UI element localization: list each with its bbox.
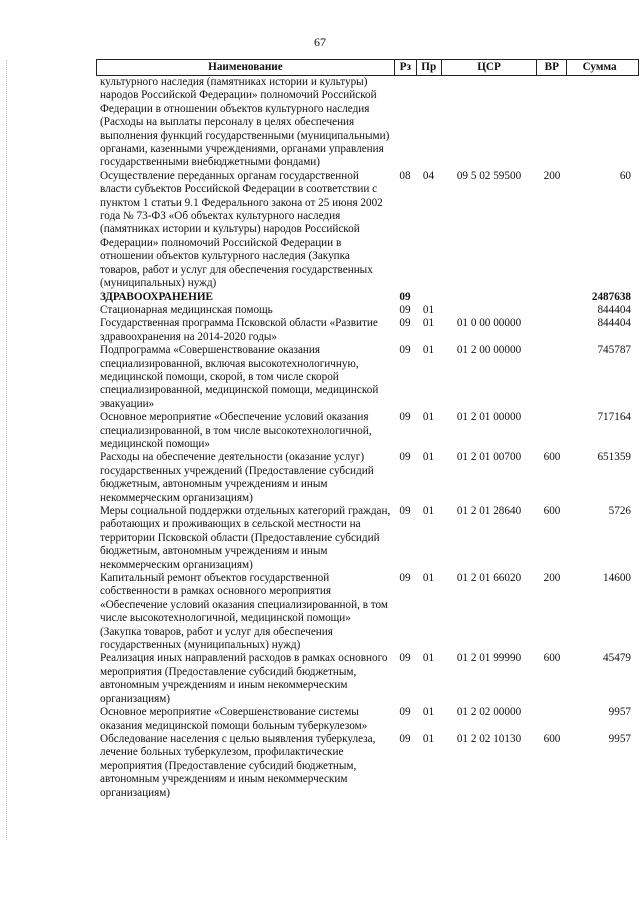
cell-sum: 9957 xyxy=(608,706,631,719)
cell-pr: 01 xyxy=(422,706,435,719)
cell-csr: 01 2 00 00000 xyxy=(456,344,522,357)
cell-rz: 08 xyxy=(399,169,411,182)
cell-name: Расходы на обеспечение деятельности (оказание услуг) государственных учреждений (Предоставление субсидий бюджетным, автономным учреждениям и иным некоммерческим организациям) xyxy=(100,451,374,504)
table-row xyxy=(96,317,639,344)
page-edge-dots xyxy=(6,60,9,840)
cell-rz: 09 xyxy=(399,411,411,424)
cell-pr: 01 xyxy=(422,652,435,665)
cell-name: Меры социальной поддержки отдельных категорий граждан, работающих и проживающих в сельской местности на территории Псковской области (Предоставление субсидий бюджетным, автономным учреждениям и иным некоммерческим организациям) xyxy=(100,505,391,571)
cell-vr: 600 xyxy=(543,451,561,464)
cell-rz: 09 xyxy=(399,303,411,316)
cell-vr: 600 xyxy=(543,652,561,665)
cell-sum: 844404 xyxy=(597,303,631,316)
cell-sum: 45479 xyxy=(603,652,631,665)
cell-vr xyxy=(537,76,567,170)
cell-name: Осуществление переданных органам государственной власти субъектов Российской Федерации в соответствии с пунктом 1 статьи 9.1 Федерального закона от 25 июня 2002 года № 73-ФЗ «Об объектах культурного наследия (памятниках истории и культуры) народов Российской Федерации» полномочий Российской Федерации в отношении объектов культурного наследия (Закупка товаров, работ и услуг для обеспечения государственных (муниципальных) нужд) xyxy=(100,169,383,290)
cell-csr: 01 0 00 00000 xyxy=(456,317,522,330)
cell-sum: 844404 xyxy=(597,317,631,330)
table-row xyxy=(96,733,639,800)
cell-name: Капитальный ремонт объектов государственной собственности в рамках основного мероприятия «Обеспечение условий оказания специализированной, в том числе высокотехнологичной, медицинской помощи» (Закупка товаров, работ и услуг для обеспечения государственных (муниципальных) нужд) xyxy=(100,572,388,652)
cell-vr: 200 xyxy=(543,169,561,182)
cell-sum: 2487638 xyxy=(591,290,631,303)
cell-csr: 09 5 02 59500 xyxy=(456,169,522,182)
cell-sum: 745787 xyxy=(597,344,631,357)
cell-csr: 01 2 02 00000 xyxy=(456,706,522,719)
cell-csr xyxy=(441,76,537,170)
cell-rz: 09 xyxy=(399,572,411,585)
table-row xyxy=(96,291,639,304)
cell-name: Основное мероприятие «Обеспечение условий оказания специализированной, в том числе высокотехнологичной, медицинской помощи» xyxy=(100,411,372,450)
cell-vr xyxy=(537,291,567,304)
cell-rz: 09 xyxy=(399,706,411,719)
cell-pr: 04 xyxy=(422,169,435,182)
cell-pr xyxy=(416,76,441,170)
table-row xyxy=(96,411,639,451)
header-pr: Пр xyxy=(416,60,441,75)
cell-rz: 09 xyxy=(399,732,411,745)
cell-vr: 200 xyxy=(543,572,561,585)
cell-pr: 01 xyxy=(422,411,435,424)
cell-pr: 01 xyxy=(422,732,435,745)
cell-pr: 01 xyxy=(422,572,435,585)
cell-vr xyxy=(537,317,567,344)
cell-csr: 01 2 01 00700 xyxy=(456,451,522,464)
cell-rz: 09 xyxy=(399,451,411,464)
cell-name: культурного наследия (памятниках истории и культуры) народов Российской Федерации» полномочий Российской Федерации в отношении объектов культурного наследия (Расходы на выплаты персоналу в целях обеспечения выполнения функций государственными (муниципальными) органами, казенными учреждениями, органами управления государственными внебюджетными фондами) xyxy=(100,76,390,169)
cell-rz xyxy=(394,76,416,170)
table-row xyxy=(96,572,639,652)
cell-rz: 09 xyxy=(399,317,411,330)
table-row xyxy=(96,505,639,572)
cell-csr xyxy=(441,304,537,317)
cell-vr: 600 xyxy=(543,732,561,745)
header-sum: Сумма xyxy=(566,60,638,75)
cell-name: Государственная программа Псковской области «Развитие здравоохранения на 2014-2020 годы» xyxy=(100,317,378,343)
cell-vr xyxy=(537,411,567,451)
table-row xyxy=(96,170,639,291)
cell-vr: 600 xyxy=(543,505,561,517)
table-row xyxy=(96,451,639,505)
header-name: Наименование xyxy=(208,61,283,73)
cell-name: ЗДРАВООХРАНЕНИЕ xyxy=(100,290,213,303)
cell-csr: 01 2 01 00000 xyxy=(456,411,522,424)
cell-csr xyxy=(441,291,537,304)
cell-csr: 01 2 01 66020 xyxy=(456,572,522,585)
cell-pr: 01 xyxy=(422,505,435,517)
cell-sum: 60 xyxy=(619,169,631,182)
cell-name: Обследование населения с целью выявления туберкулеза, лечение больных туберкулезом, профилактические мероприятия (Предоставление субсидий бюджетным, автономным учреждениям и иным некоммерческим организациям) xyxy=(100,732,376,799)
cell-rz: 09 xyxy=(399,652,411,665)
table-row xyxy=(96,304,639,317)
cell-name: Стационарная медицинская помощь xyxy=(100,303,273,316)
table-row xyxy=(96,652,639,706)
header-rz: Рз xyxy=(394,60,416,75)
cell-rz: 09 xyxy=(399,290,411,303)
cell-csr: 01 2 01 28640 xyxy=(456,505,522,517)
cell-rz: 09 xyxy=(399,505,411,517)
cell-csr: 01 2 02 10130 xyxy=(456,732,522,745)
table-body xyxy=(96,76,639,800)
cell-sum: 651359 xyxy=(597,451,631,464)
cell-vr xyxy=(537,706,567,733)
header-csr: ЦСР xyxy=(441,60,537,75)
cell-sum: 14600 xyxy=(603,572,631,585)
cell-sum: 9957 xyxy=(608,732,631,745)
cell-vr xyxy=(537,344,567,411)
table-row xyxy=(96,76,639,170)
header-vr: ВР xyxy=(536,60,566,75)
page-number: 67 xyxy=(314,35,326,49)
cell-name: Реализация иных направлений расходов в рамках основного мероприятия (Предоставление субсидий бюджетным, автономным учреждениям и иным некоммерческим организациям) xyxy=(100,652,388,705)
cell-sum: 5726 xyxy=(608,505,631,517)
table-row xyxy=(96,706,639,733)
table-header xyxy=(96,59,639,76)
cell-pr: 01 xyxy=(422,344,435,357)
cell-pr: 01 xyxy=(422,451,435,464)
cell-name: Основное мероприятие «Совершенствование системы оказания медицинской помощи больным туберкулезом» xyxy=(100,706,368,732)
cell-vr xyxy=(537,304,567,317)
cell-pr xyxy=(416,291,441,304)
cell-sum: 717164 xyxy=(597,411,631,424)
cell-rz: 09 xyxy=(399,344,411,357)
cell-pr: 01 xyxy=(422,317,435,330)
table-row xyxy=(96,344,639,411)
budget-table xyxy=(96,59,639,800)
cell-name: Подпрограмма «Совершенствование оказания специализированной, включая высокотехнологичную, медицинской помощи, скорой, в том числе скорой специализированной, медицинской помощи, медицинской эвакуации» xyxy=(100,344,379,410)
cell-pr: 01 xyxy=(422,303,435,316)
cell-csr: 01 2 01 99990 xyxy=(456,652,522,665)
cell-sum xyxy=(567,76,639,170)
